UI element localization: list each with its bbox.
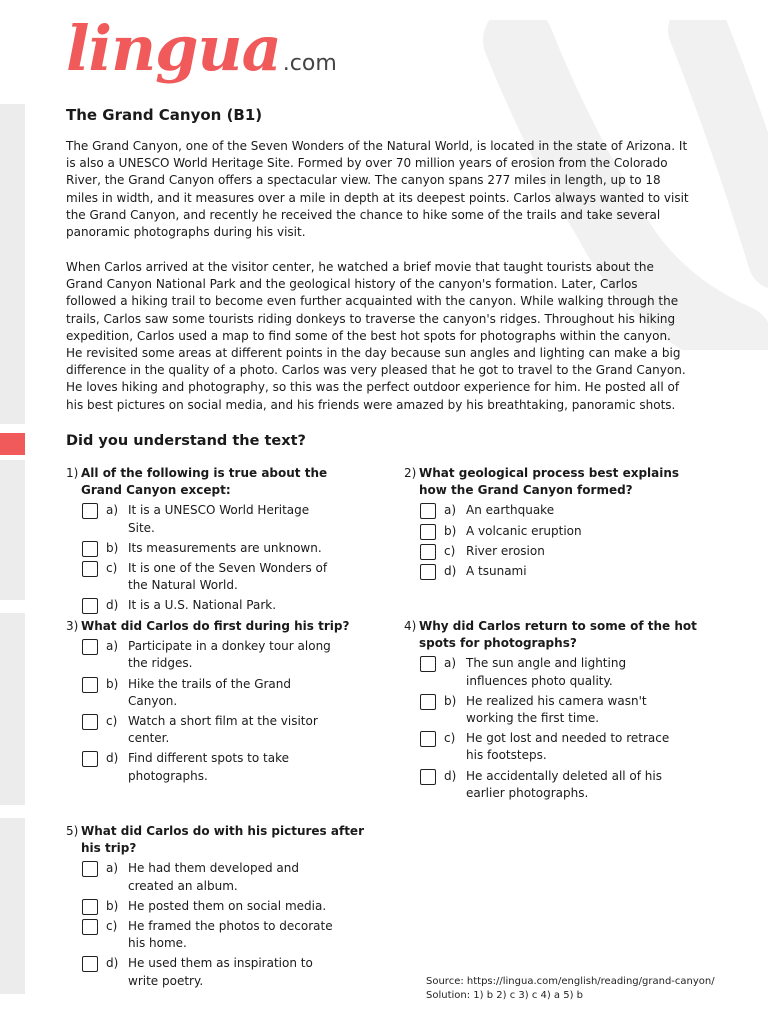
checkbox[interactable] — [82, 639, 98, 655]
option-text: Hike the trails of the Grand Canyon. — [128, 676, 292, 708]
answer-option[interactable] — [420, 693, 704, 727]
checkbox[interactable] — [420, 731, 436, 747]
option-letter: b) — [444, 693, 457, 708]
option-text: Watch a short film at the visitor center. — [128, 714, 318, 746]
option-text: He realized his camera wasn't working the first time. — [466, 693, 647, 726]
checkbox[interactable] — [82, 751, 98, 767]
paragraph-1: The Grand Canyon, one of the Seven Wonders of the Natural World, is located in the state of Arizona. It is also a UNESCO World Heritage Site. Formed by over 70 million years of erosion from the Colorado River, the Grand Canyon offers a spectacular view. The canyon spans 277 miles in length, up to 18 miles in width, and it measures over a mile in depth at its deepest points. Carlos always wanted to visit the Grand Canyon, and recently he received the chance to hike some of the trails and take several panoramic photographs during his visit. — [66, 139, 689, 240]
answer-option[interactable] — [420, 523, 704, 540]
option-text: He used them as inspiration to write poetry. — [128, 956, 313, 988]
answer-option[interactable] — [420, 768, 704, 802]
checkbox[interactable] — [420, 544, 436, 560]
answer-option[interactable] — [420, 502, 704, 519]
option-text: Its measurements are unknown. — [128, 540, 322, 555]
source-footer — [426, 975, 715, 1003]
option-text: He accidentally deleted all of his earlier photographs. — [466, 768, 662, 800]
question-number: 1) — [66, 466, 79, 480]
option-letter: b) — [106, 540, 119, 555]
answer-option[interactable] — [82, 860, 366, 894]
option-letter: b) — [106, 676, 119, 691]
option-letter: a) — [106, 503, 119, 518]
option-letter: a) — [106, 861, 119, 876]
side-tab-active — [0, 433, 25, 455]
side-tab-1 — [0, 104, 25, 424]
answer-option[interactable] — [82, 750, 366, 784]
option-letter: a) — [106, 639, 119, 654]
answer-option[interactable] — [82, 540, 366, 557]
question-text: What did Carlos do first during his trip? — [81, 619, 350, 633]
option-letter: c) — [444, 731, 456, 746]
checkbox[interactable] — [82, 561, 98, 577]
option-letter: b) — [444, 523, 457, 538]
answer-option[interactable] — [420, 563, 704, 580]
logo-wordmark: lingua — [66, 12, 281, 85]
question-text: Why did Carlos return to some of the hot spots for photographs? — [419, 619, 697, 651]
question-text: What did Carlos do with his pictures after his trip? — [81, 824, 364, 856]
option-letter: c) — [106, 919, 118, 934]
section-title: Did you understand the text? — [66, 433, 306, 449]
answer-option[interactable] — [420, 730, 704, 764]
question-3 — [66, 618, 366, 788]
question-4 — [404, 618, 704, 805]
answer-option[interactable] — [82, 502, 366, 536]
option-text: He had them developed and created an album. — [128, 861, 299, 893]
logo-suffix: .com — [282, 51, 337, 76]
option-letter: a) — [444, 656, 457, 671]
side-tab-4 — [0, 818, 25, 994]
answer-option[interactable] — [82, 898, 366, 915]
checkbox[interactable] — [420, 503, 436, 519]
answer-option[interactable] — [82, 597, 366, 614]
answer-option[interactable] — [82, 713, 366, 747]
option-text: The sun angle and lighting influences photo quality. — [466, 656, 627, 688]
answer-option[interactable] — [82, 918, 366, 952]
option-letter: d) — [444, 768, 457, 783]
option-letter: d) — [106, 956, 119, 971]
checkbox[interactable] — [82, 714, 98, 730]
option-letter: d) — [444, 564, 457, 579]
question-2 — [404, 465, 704, 583]
option-text: River erosion — [466, 543, 545, 558]
paragraph-2: When Carlos arrived at the visitor center, he watched a brief movie that taught tourists about the Grand Canyon National Park and the geological history of the canyon's formation. Later, Carlos followed a hiking trail to become even further acquainted with the canyon. While walking through the trails, Carlos saw some tourists riding donkeys to traverse the canyon's ridges. Throughout his hiking expedition, Carlos used a map to find some of the best hot spots for photographs within the canyon. He revisited some areas at different points in the day because sun angles and lighting can make a big difference in the quality of a photo. Carlos was very pleased that he got to travel to the Grand Canyon. He loves hiking and photography, so this was the perfect outdoor experience for him. He posted all of his best pictures on social media, and his friends were amazed by his breathtaking, panoramic shots. — [66, 260, 686, 412]
question-number: 5) — [66, 824, 79, 838]
option-text: Participate in a donkey tour along the ridges. — [128, 639, 331, 671]
checkbox[interactable] — [82, 919, 98, 935]
checkbox[interactable] — [420, 524, 436, 540]
question-5 — [66, 823, 366, 993]
option-letter: c) — [106, 714, 118, 729]
checkbox[interactable] — [82, 899, 98, 915]
option-text: He framed the photos to decorate his home. — [128, 919, 333, 951]
answer-option[interactable] — [420, 543, 704, 560]
option-letter: c) — [106, 561, 118, 576]
option-letter: a) — [444, 503, 457, 518]
option-letter: d) — [106, 598, 119, 613]
option-text: It is a U.S. National Park. — [128, 598, 277, 613]
answer-option[interactable] — [82, 560, 366, 594]
option-letter: b) — [106, 898, 119, 913]
question-text: All of the following is true about the Grand Canyon except: — [81, 466, 328, 498]
option-text: It is a UNESCO World Heritage Site. — [128, 503, 310, 535]
question-number: 2) — [404, 466, 417, 480]
question-number: 4) — [404, 619, 417, 633]
answer-option[interactable] — [82, 955, 366, 989]
option-text: He got lost and needed to retrace his footsteps. — [466, 731, 670, 763]
checkbox[interactable] — [420, 656, 436, 672]
option-text: He posted them on social media. — [128, 898, 327, 913]
checkbox[interactable] — [82, 503, 98, 519]
option-text: A tsunami — [466, 564, 527, 579]
source-link[interactable]: Source: https://lingua.com/english/reading/grand-canyon/ — [426, 976, 715, 987]
question-1 — [66, 465, 366, 618]
checkbox[interactable] — [420, 564, 436, 580]
answer-option[interactable] — [82, 638, 366, 672]
answer-option[interactable] — [82, 676, 366, 710]
question-number: 3) — [66, 619, 79, 633]
side-tab-2 — [0, 460, 25, 600]
option-letter: d) — [106, 751, 119, 766]
checkbox[interactable] — [82, 677, 98, 693]
solution-key: Solution: 1) b 2) c 3) c 4) a 5) b — [426, 990, 584, 1001]
option-text: A volcanic eruption — [466, 523, 582, 538]
question-text: What geological process best explains how the Grand Canyon formed? — [419, 466, 680, 498]
option-text: Find different spots to take photographs. — [128, 751, 289, 783]
checkbox[interactable] — [82, 956, 98, 972]
page-title: The Grand Canyon (B1) — [66, 106, 263, 124]
checkbox[interactable] — [420, 769, 436, 785]
option-text: It is one of the Seven Wonders of the Natural World. — [128, 561, 328, 593]
checkbox[interactable] — [82, 861, 98, 877]
checkbox[interactable] — [82, 598, 98, 614]
option-text: An earthquake — [466, 503, 555, 518]
logo — [66, 12, 337, 85]
answer-option[interactable] — [420, 655, 704, 689]
side-tab-3 — [0, 613, 25, 805]
checkbox[interactable] — [420, 694, 436, 710]
option-letter: c) — [444, 543, 456, 558]
checkbox[interactable] — [82, 541, 98, 557]
